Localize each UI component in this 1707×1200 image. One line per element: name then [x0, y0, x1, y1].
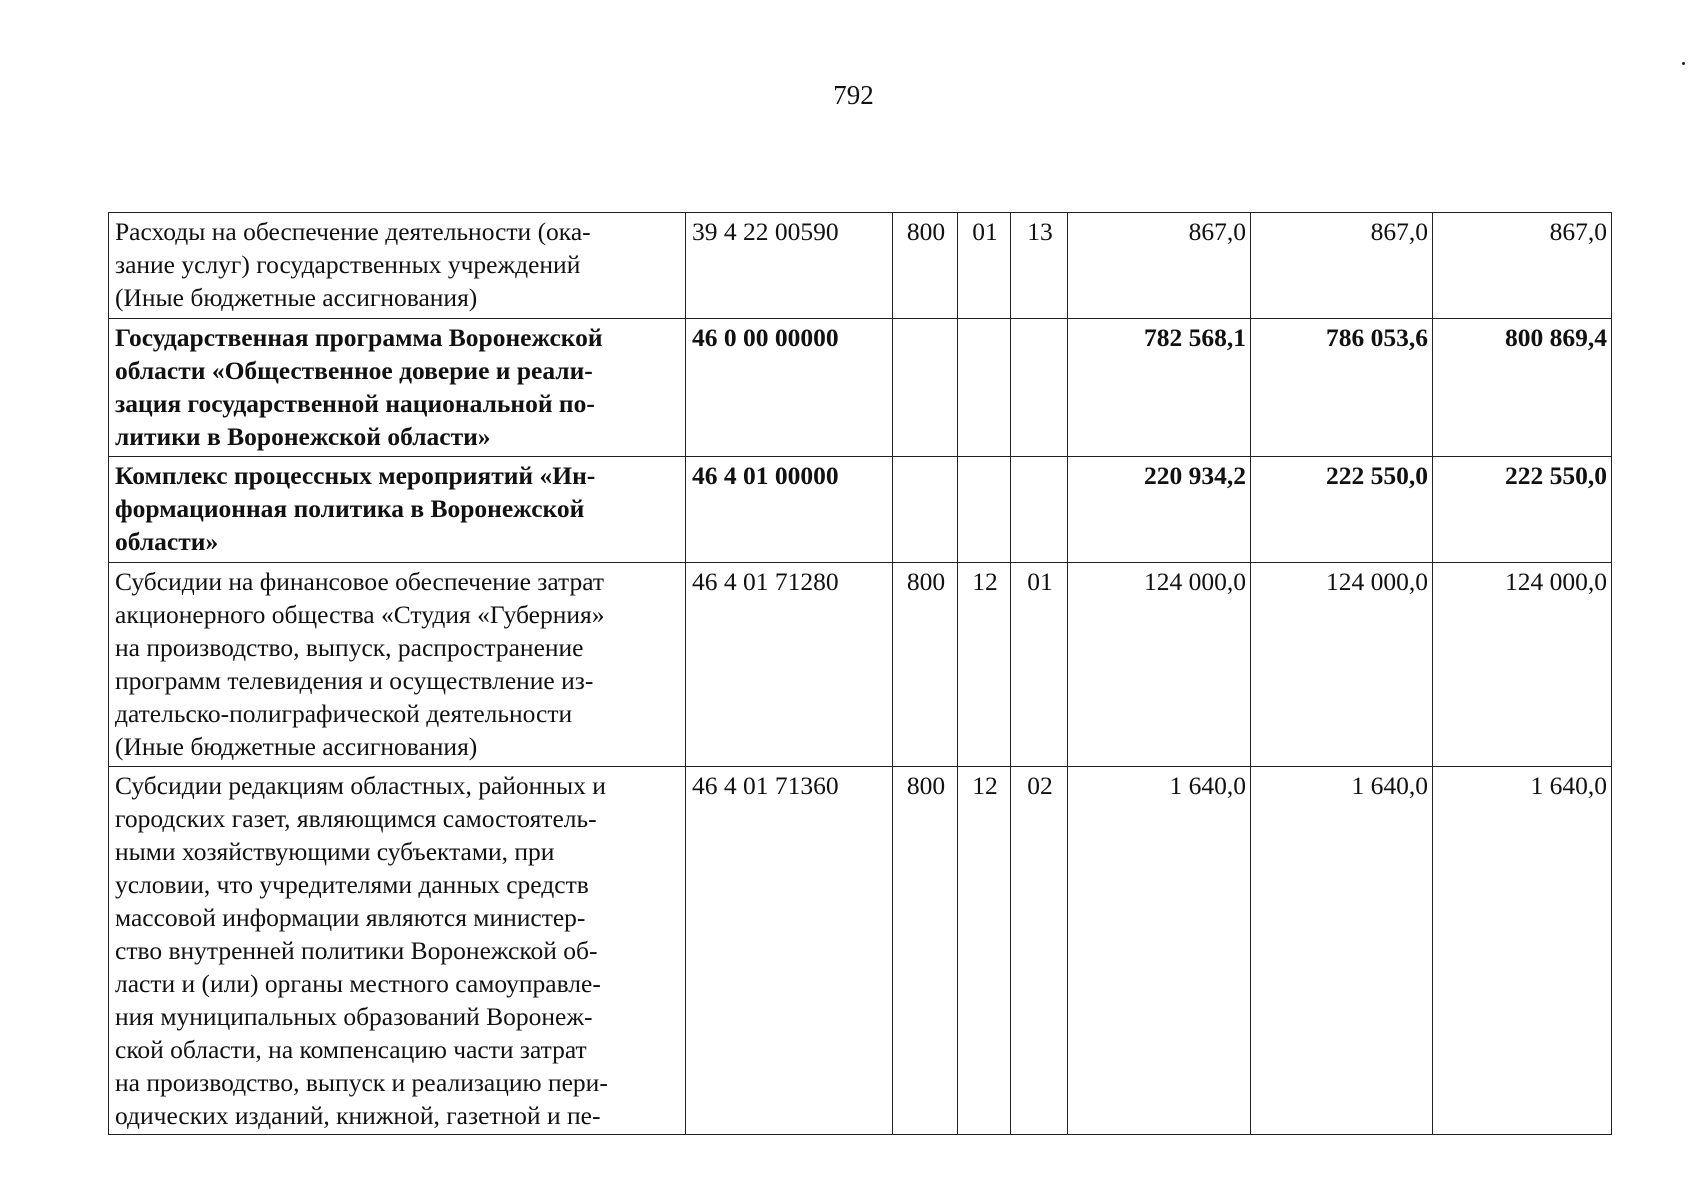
section-cell: [958, 319, 1011, 457]
target-code-cell: 46 4 01 71360: [686, 767, 893, 1135]
table-row: [109, 319, 1612, 457]
target-code-cell: 46 4 01 00000: [686, 457, 893, 563]
amount-year3-cell: 867,0: [1433, 213, 1612, 319]
subsection-cell: 01: [1011, 563, 1068, 767]
expense-type-cell: 800: [893, 767, 958, 1135]
target-code-cell: 46 0 00 00000: [686, 319, 893, 457]
subsection-cell: 13: [1011, 213, 1068, 319]
item-name-cell: Расходы на обеспечение деятельности (ока- зание услуг) государственных учреждений (Иные бюджетные ассигнования): [109, 213, 686, 319]
amount-year3-cell: 222 550,0: [1433, 457, 1612, 563]
amount-year2-cell: 222 550,0: [1251, 457, 1433, 563]
amount-year2-cell: 786 053,6: [1251, 319, 1433, 457]
expense-type-cell: [893, 319, 958, 457]
section-cell: [958, 457, 1011, 563]
section-cell: 01: [958, 213, 1011, 319]
item-name-cell: Субсидии на финансовое обеспечение затрат акционерного общества «Студия «Губерния» на производство, выпуск, распространение программ телевидения и осуществление из- дательско-полиграфической деятельности (Иные бюджетные ассигнования): [109, 563, 686, 767]
amount-year1-cell: 124 000,0: [1068, 563, 1251, 767]
section-cell: 12: [958, 563, 1011, 767]
amount-year1-cell: 220 934,2: [1068, 457, 1251, 563]
item-name-cell: Комплекс процессных мероприятий «Ин- формационная политика в Воронежской области»: [109, 457, 686, 563]
page-number: 792: [833, 80, 874, 110]
target-code-cell: 39 4 22 00590: [686, 213, 893, 319]
amount-year2-cell: 1 640,0: [1251, 767, 1433, 1135]
amount-year2-cell: 124 000,0: [1251, 563, 1433, 767]
amount-year3-cell: 124 000,0: [1433, 563, 1612, 767]
item-name-cell: Государственная программа Воронежской области «Общественное доверие и реали- зация государственной национальной по- литики в Воронежской области»: [109, 319, 686, 457]
target-code-cell: 46 4 01 71280: [686, 563, 893, 767]
expense-type-cell: [893, 457, 958, 563]
subsection-cell: [1011, 457, 1068, 563]
item-name-cell: Субсидии редакциям областных, районных и городских газет, являющимся самостоятель- ными хозяйствующими субъектами, при условии, что учредителями данных средств массовой информации являются министер- ство внутренней политики Воронежской об- ласти и (или) органы местного самоуправле- ния муниципальных образований Воронеж- ской области, на компенсацию части затрат на производство, выпуск и реализацию пери- одических изданий, книжной, газетной и пе-: [109, 767, 686, 1135]
table-row: [109, 457, 1612, 563]
amount-year1-cell: 1 640,0: [1068, 767, 1251, 1135]
budget-table: [108, 212, 1612, 1135]
amount-year2-cell: 867,0: [1251, 213, 1433, 319]
table-row: [109, 213, 1612, 319]
subsection-cell: 02: [1011, 767, 1068, 1135]
subsection-cell: [1011, 319, 1068, 457]
amount-year1-cell: 782 568,1: [1068, 319, 1251, 457]
amount-year3-cell: 1 640,0: [1433, 767, 1612, 1135]
amount-year1-cell: 867,0: [1068, 213, 1251, 319]
expense-type-cell: 800: [893, 213, 958, 319]
table-row: [109, 563, 1612, 767]
table-row: [109, 767, 1612, 1135]
section-cell: 12: [958, 767, 1011, 1135]
scan-dot: [1682, 62, 1685, 65]
expense-type-cell: 800: [893, 563, 958, 767]
amount-year3-cell: 800 869,4: [1433, 319, 1612, 457]
